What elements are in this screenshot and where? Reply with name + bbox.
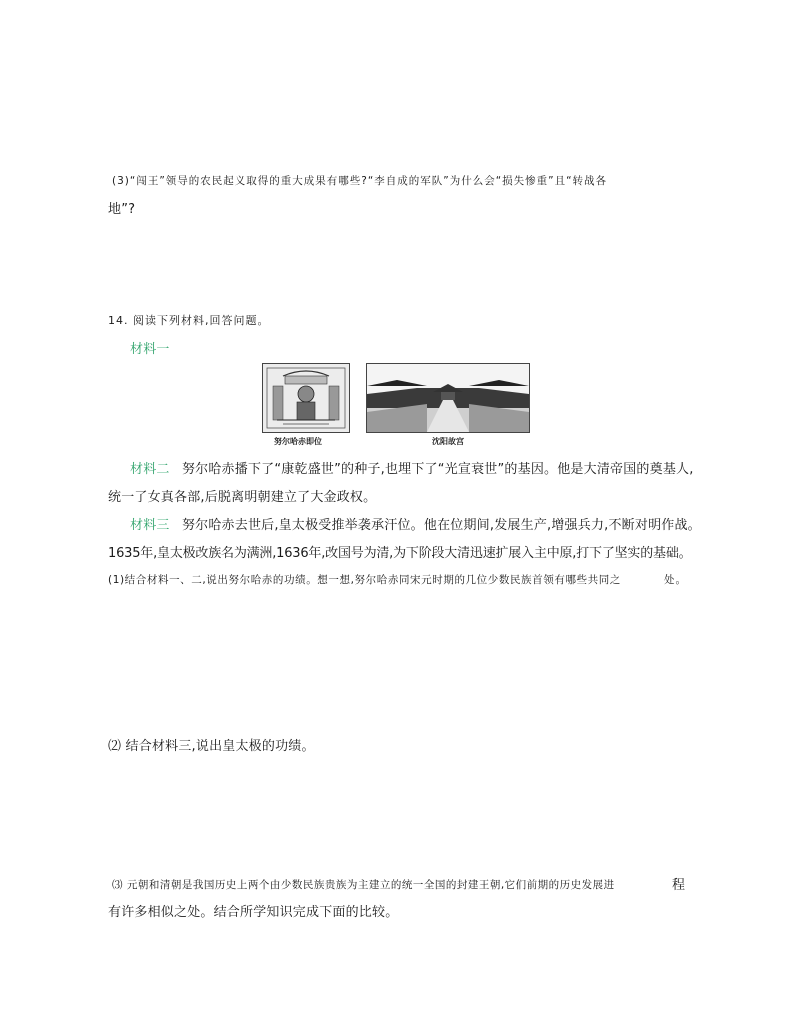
question-14-stem: 14. 阅读下列材料,回答问题。	[108, 314, 270, 327]
material-3-label: 材料三	[130, 518, 170, 533]
material-2-label: 材料二	[130, 462, 170, 477]
material-2-line2: 统一了女真各部,后脱离明朝建立了大金政权。	[108, 490, 377, 505]
material-3-line1	[130, 519, 701, 532]
question-14-part3-line2: 有许多相似之处。结合所学知识完成下面的比较。	[108, 905, 399, 920]
material-3-line2: 1635年,皇太极改族名为满洲,1636年,改国号为清,为下阶段大清迅速扩展入主中原,打下了坚实的基础。	[108, 546, 692, 561]
enthronement-illustration	[263, 364, 349, 432]
question-13-part3-line1: (3)“闯王”领导的农民起义取得的重大成果有哪些?“李自成的军队”为什么会“损失惨重”且“转战各	[112, 175, 608, 187]
figure-2-caption: 沈阳故宫	[432, 437, 464, 446]
material-2-text-1: 努尔哈赤播下了“康乾盛世”的种子,也埋下了“光宣衰世”的基因。他是大清帝国的奠基人,	[181, 462, 694, 477]
material-3-text-1: 努尔哈赤去世后,皇太极受推举袭承汗位。他在位期间,发展生产,增强兵力,不断对明作战。	[181, 518, 701, 533]
question-14-part1-end: 处。	[664, 574, 687, 586]
material-2-line1	[130, 463, 694, 476]
question-14-part1: (1)结合材料一、二,说出努尔哈赤的功绩。想一想,努尔哈赤同宋元时期的几位少数民族首领有哪些共同之	[108, 574, 621, 586]
question-14-part3-line1: ⑶ 元朝和清朝是我国历史上两个由少数民族贵族为主建立的统一全国的封建王朝,它们前期的历史发展进	[112, 879, 615, 891]
figure-shenyang-palace	[366, 363, 530, 433]
question-14-part3-end: 程	[672, 878, 686, 893]
question-13-part3-line2: 地”?	[108, 202, 136, 217]
palace-photo	[367, 364, 529, 432]
question-14-part2: ⑵ 结合材料三,说出皇太极的功绩。	[108, 739, 315, 754]
figure-nurhaci-enthronement	[262, 363, 350, 433]
figure-1-caption: 努尔哈赤即位	[274, 437, 322, 446]
material-1-label: 材料一	[130, 342, 170, 357]
